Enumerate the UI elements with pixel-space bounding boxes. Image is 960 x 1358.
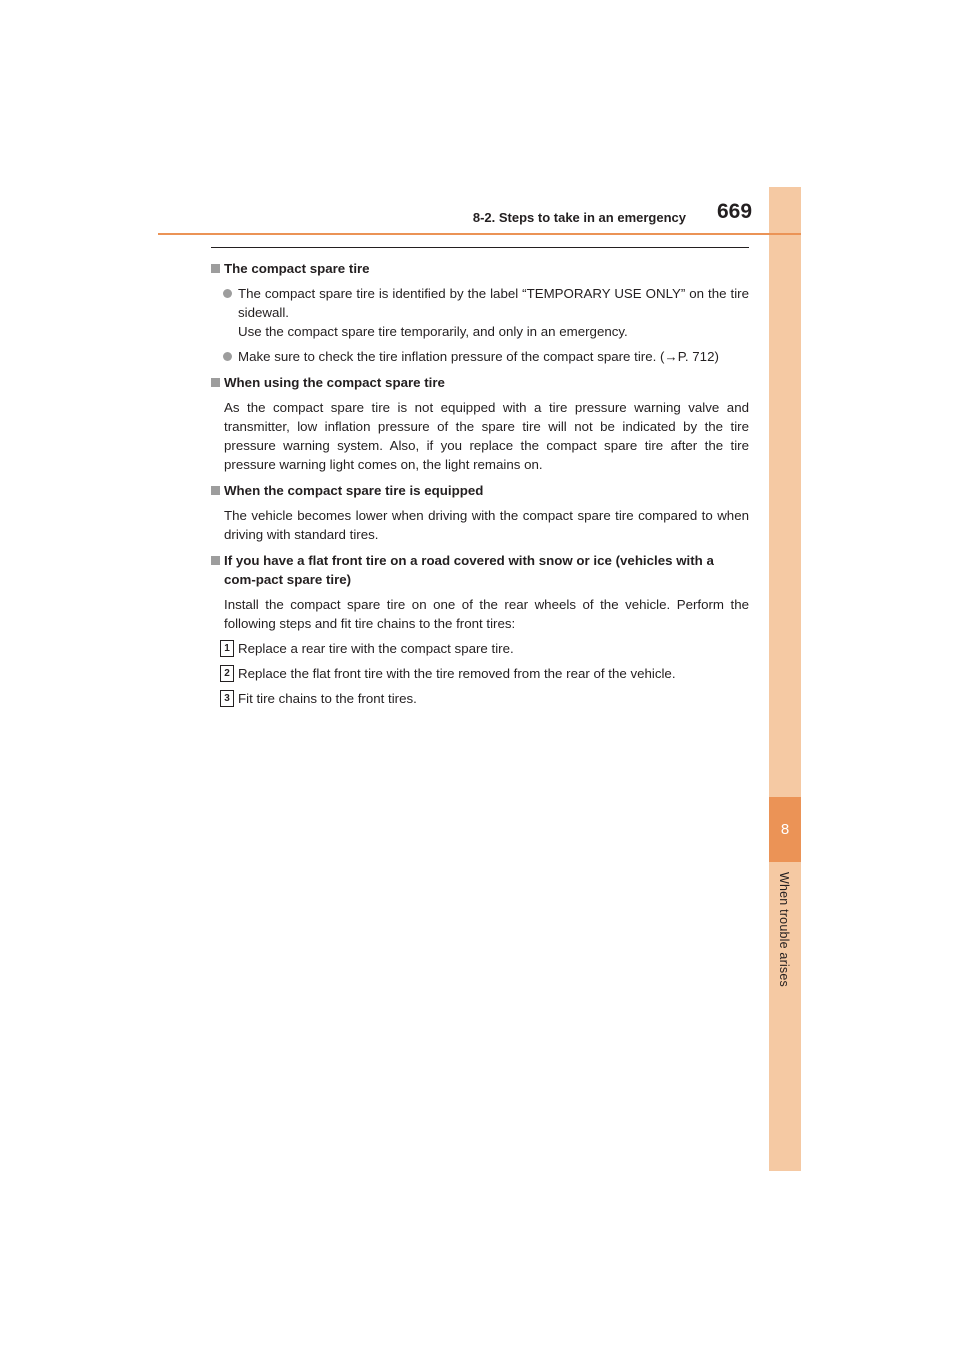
- page-number: 669: [717, 200, 753, 223]
- step-number-box: 2: [220, 665, 234, 682]
- step-text: Replace a rear tire with the compact spare tire.: [238, 641, 514, 656]
- heading-compact-spare-tire: The compact spare tire: [211, 259, 749, 278]
- heading-using-compact-spare: When using the compact spare tire: [211, 373, 749, 392]
- step-item: [211, 639, 749, 658]
- square-bullet-icon: [211, 264, 220, 273]
- paragraph: Install the compact spare tire on one of the rear wheels of the vehicle. Perform the following steps and fit tire chains to the front tires:: [224, 597, 749, 631]
- chapter-title: When trouble arises: [777, 872, 791, 987]
- step-number-box: 1: [220, 640, 234, 657]
- round-bullet-icon: [223, 289, 232, 298]
- step-text: Replace the flat front tire with the tire removed from the rear of the vehicle.: [238, 666, 676, 681]
- section-title: 8-2. Steps to take in an emergency: [472, 210, 686, 225]
- square-bullet-icon: [211, 378, 220, 387]
- square-bullet-icon: [211, 486, 220, 495]
- step-text: Fit tire chains to the front tires.: [238, 691, 417, 706]
- header-divider: [158, 233, 801, 235]
- heading-flat-front-tire-snow: If you have a flat front tire on a road covered with snow or ice (vehicles with a com-pact spare tire): [211, 551, 749, 589]
- bullet-item: Make sure to check the tire inflation pressure of the compact spare tire. (→P. 712): [211, 347, 749, 366]
- round-bullet-icon: [223, 352, 232, 361]
- paragraph: The vehicle becomes lower when driving with the compact spare tire compared to when driving with standard tires.: [224, 508, 749, 542]
- step-item: [211, 664, 749, 683]
- square-bullet-icon: [211, 556, 220, 565]
- chapter-number-badge: 8: [769, 797, 801, 862]
- content-top-rule: [211, 247, 749, 248]
- bullet-item: The compact spare tire is identified by the label “TEMPORARY USE ONLY” on the tire sidewall. Use the compact spare tire temporarily, and only in an emergency.: [211, 284, 749, 341]
- step-number-box: 3: [220, 690, 234, 707]
- paragraph: As the compact spare tire is not equipped with a tire pressure warning valve and transmitter, low inflation pressure of the spare tire will not be indicated by the tire pressure warning system. Also, if you replace the compact spare tire after the tire pressure warning light comes on, the light remains on.: [224, 400, 749, 472]
- heading-spare-equipped: When the compact spare tire is equipped: [211, 481, 749, 500]
- page-content: [211, 259, 749, 708]
- side-chapter-tab: [769, 187, 801, 1171]
- step-item: [211, 689, 749, 708]
